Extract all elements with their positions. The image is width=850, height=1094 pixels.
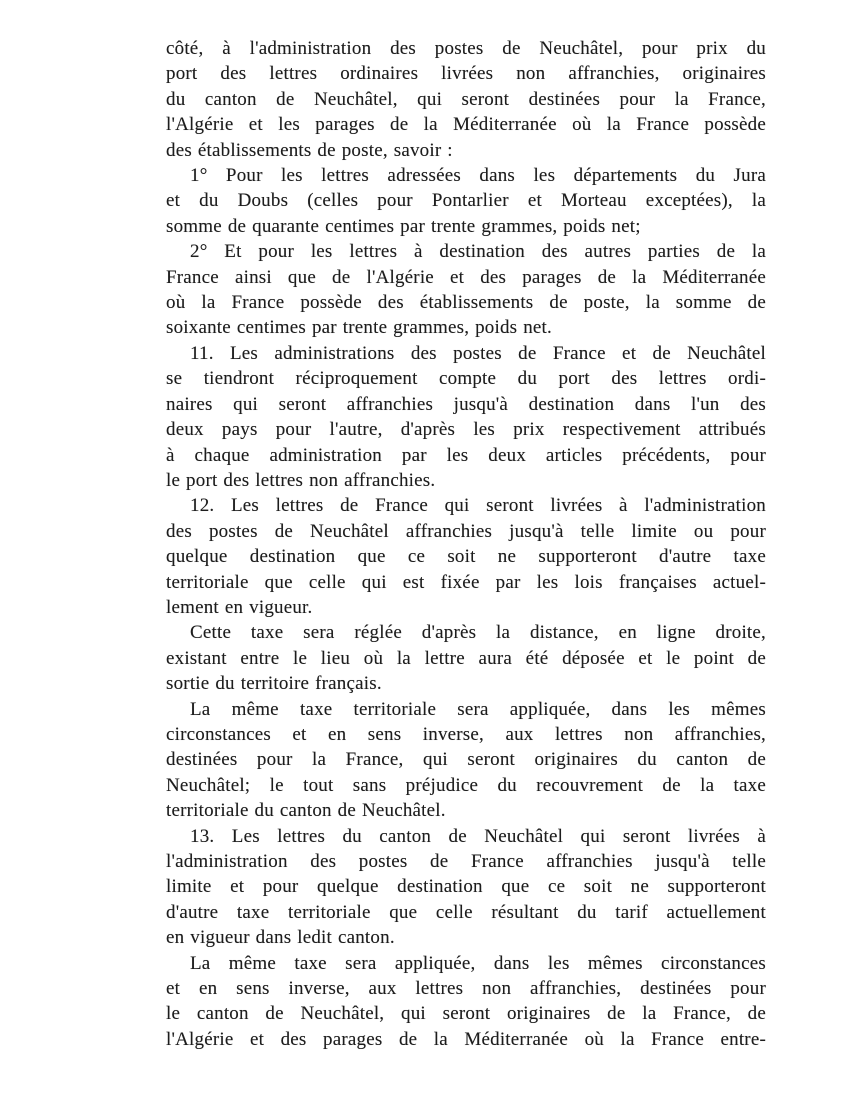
text-line: somme de quarante centimes par trente grammes, poids net; [166, 215, 641, 237]
paragraph [166, 493, 766, 620]
paragraph [166, 951, 766, 1053]
text-line: France ainsi que de l'Algérie et des parages de la Méditerranée [166, 266, 766, 288]
text-line: quelque destination que ce soit ne supporteront d'autre taxe [166, 546, 766, 568]
text-line: l'Algérie et les parages de la Méditerranée où la France possède [166, 114, 766, 136]
text-line: lement en vigueur. [166, 596, 313, 618]
text-line: 13. Les lettres du canton de Neuchâtel qui seront livrées à [190, 825, 766, 847]
text-line: côté, à l'administration des postes de Neuchâtel, pour prix du [166, 38, 766, 59]
text-line: Cette taxe sera réglée d'après la distance, en ligne droite, [190, 622, 766, 644]
paragraph [166, 697, 766, 824]
text-line: naires qui seront affranchies jusqu'à destination dans l'un des [166, 393, 766, 415]
text-line: La même taxe territoriale sera appliquée, dans les mêmes [190, 698, 766, 720]
text-line: Neuchâtel; le tout sans préjudice du recouvrement de la taxe [166, 774, 766, 796]
text-line: 12. Les lettres de France qui seront livrées à l'administration [190, 495, 766, 517]
text-line: port des lettres ordinaires livrées non affranchies, originaires [166, 63, 766, 85]
text-line: sortie du territoire français. [166, 673, 382, 695]
text-line: territoriale du canton de Neuchâtel. [166, 800, 446, 822]
text-line: où la France possède des établissements de poste, la somme de [166, 292, 766, 314]
text-line: deux pays pour l'autre, d'après les prix respectivement attribués [166, 419, 766, 441]
text-line: d'autre taxe territoriale que celle résultant du tarif actuellement [166, 901, 766, 923]
text-line: à chaque administration par les deux articles précédents, pour [166, 444, 766, 466]
text-line: des établissements de poste, savoir : [166, 139, 453, 161]
text-line: 2° Et pour les lettres à destination des autres parties de la [190, 241, 766, 263]
paragraph [166, 824, 766, 951]
text-line: 1° Pour les lettres adressées dans les départements du Jura [190, 165, 766, 187]
text-line: soixante centimes par trente grammes, poids net. [166, 317, 552, 339]
text-line: La même taxe sera appliquée, dans les mêmes circonstances [190, 952, 766, 974]
text-line: limite et pour quelque destination que ce soit ne supporteront [166, 876, 766, 898]
text-line: l'Algérie et des parages de la Méditerranée où la France entre- [166, 1028, 766, 1050]
text-line: destinées pour la France, qui seront originaires du canton de [166, 749, 766, 771]
paragraph [166, 620, 766, 696]
paragraph [166, 341, 766, 493]
text-line: du canton de Neuchâtel, qui seront destinées pour la France, [166, 88, 766, 110]
text-line: l'administration des postes de France affranchies jusqu'à telle [166, 851, 766, 872]
text-line: 11. Les administrations des postes de France et de Neuchâtel [190, 342, 766, 364]
text-line: le canton de Neuchâtel, qui seront originaires de la France, de [166, 1003, 766, 1025]
paragraph [166, 239, 766, 341]
text-line: circonstances et en sens inverse, aux lettres non affranchies, [166, 723, 766, 745]
text-line: et du Doubs (celles pour Pontarlier et Morteau exceptées), la [166, 190, 766, 212]
text-line: existant entre le lieu où la lettre aura été déposée et le point de [166, 647, 766, 669]
text-line: et en sens inverse, aux lettres non affranchies, destinées pour [166, 978, 766, 1000]
text-line: en vigueur dans ledit canton. [166, 927, 395, 949]
text-line: se tiendront réciproquement compte du port des lettres ordi- [166, 368, 766, 390]
text-line: le port des lettres non affranchies. [166, 469, 436, 491]
text-block [166, 36, 766, 1052]
paragraph [166, 163, 766, 239]
paragraph [166, 36, 766, 163]
text-line: des postes de Neuchâtel affranchies jusqu'à telle limite ou pour [166, 520, 766, 542]
text-line: territoriale que celle qui est fixée par les lois françaises actuel- [166, 571, 766, 593]
